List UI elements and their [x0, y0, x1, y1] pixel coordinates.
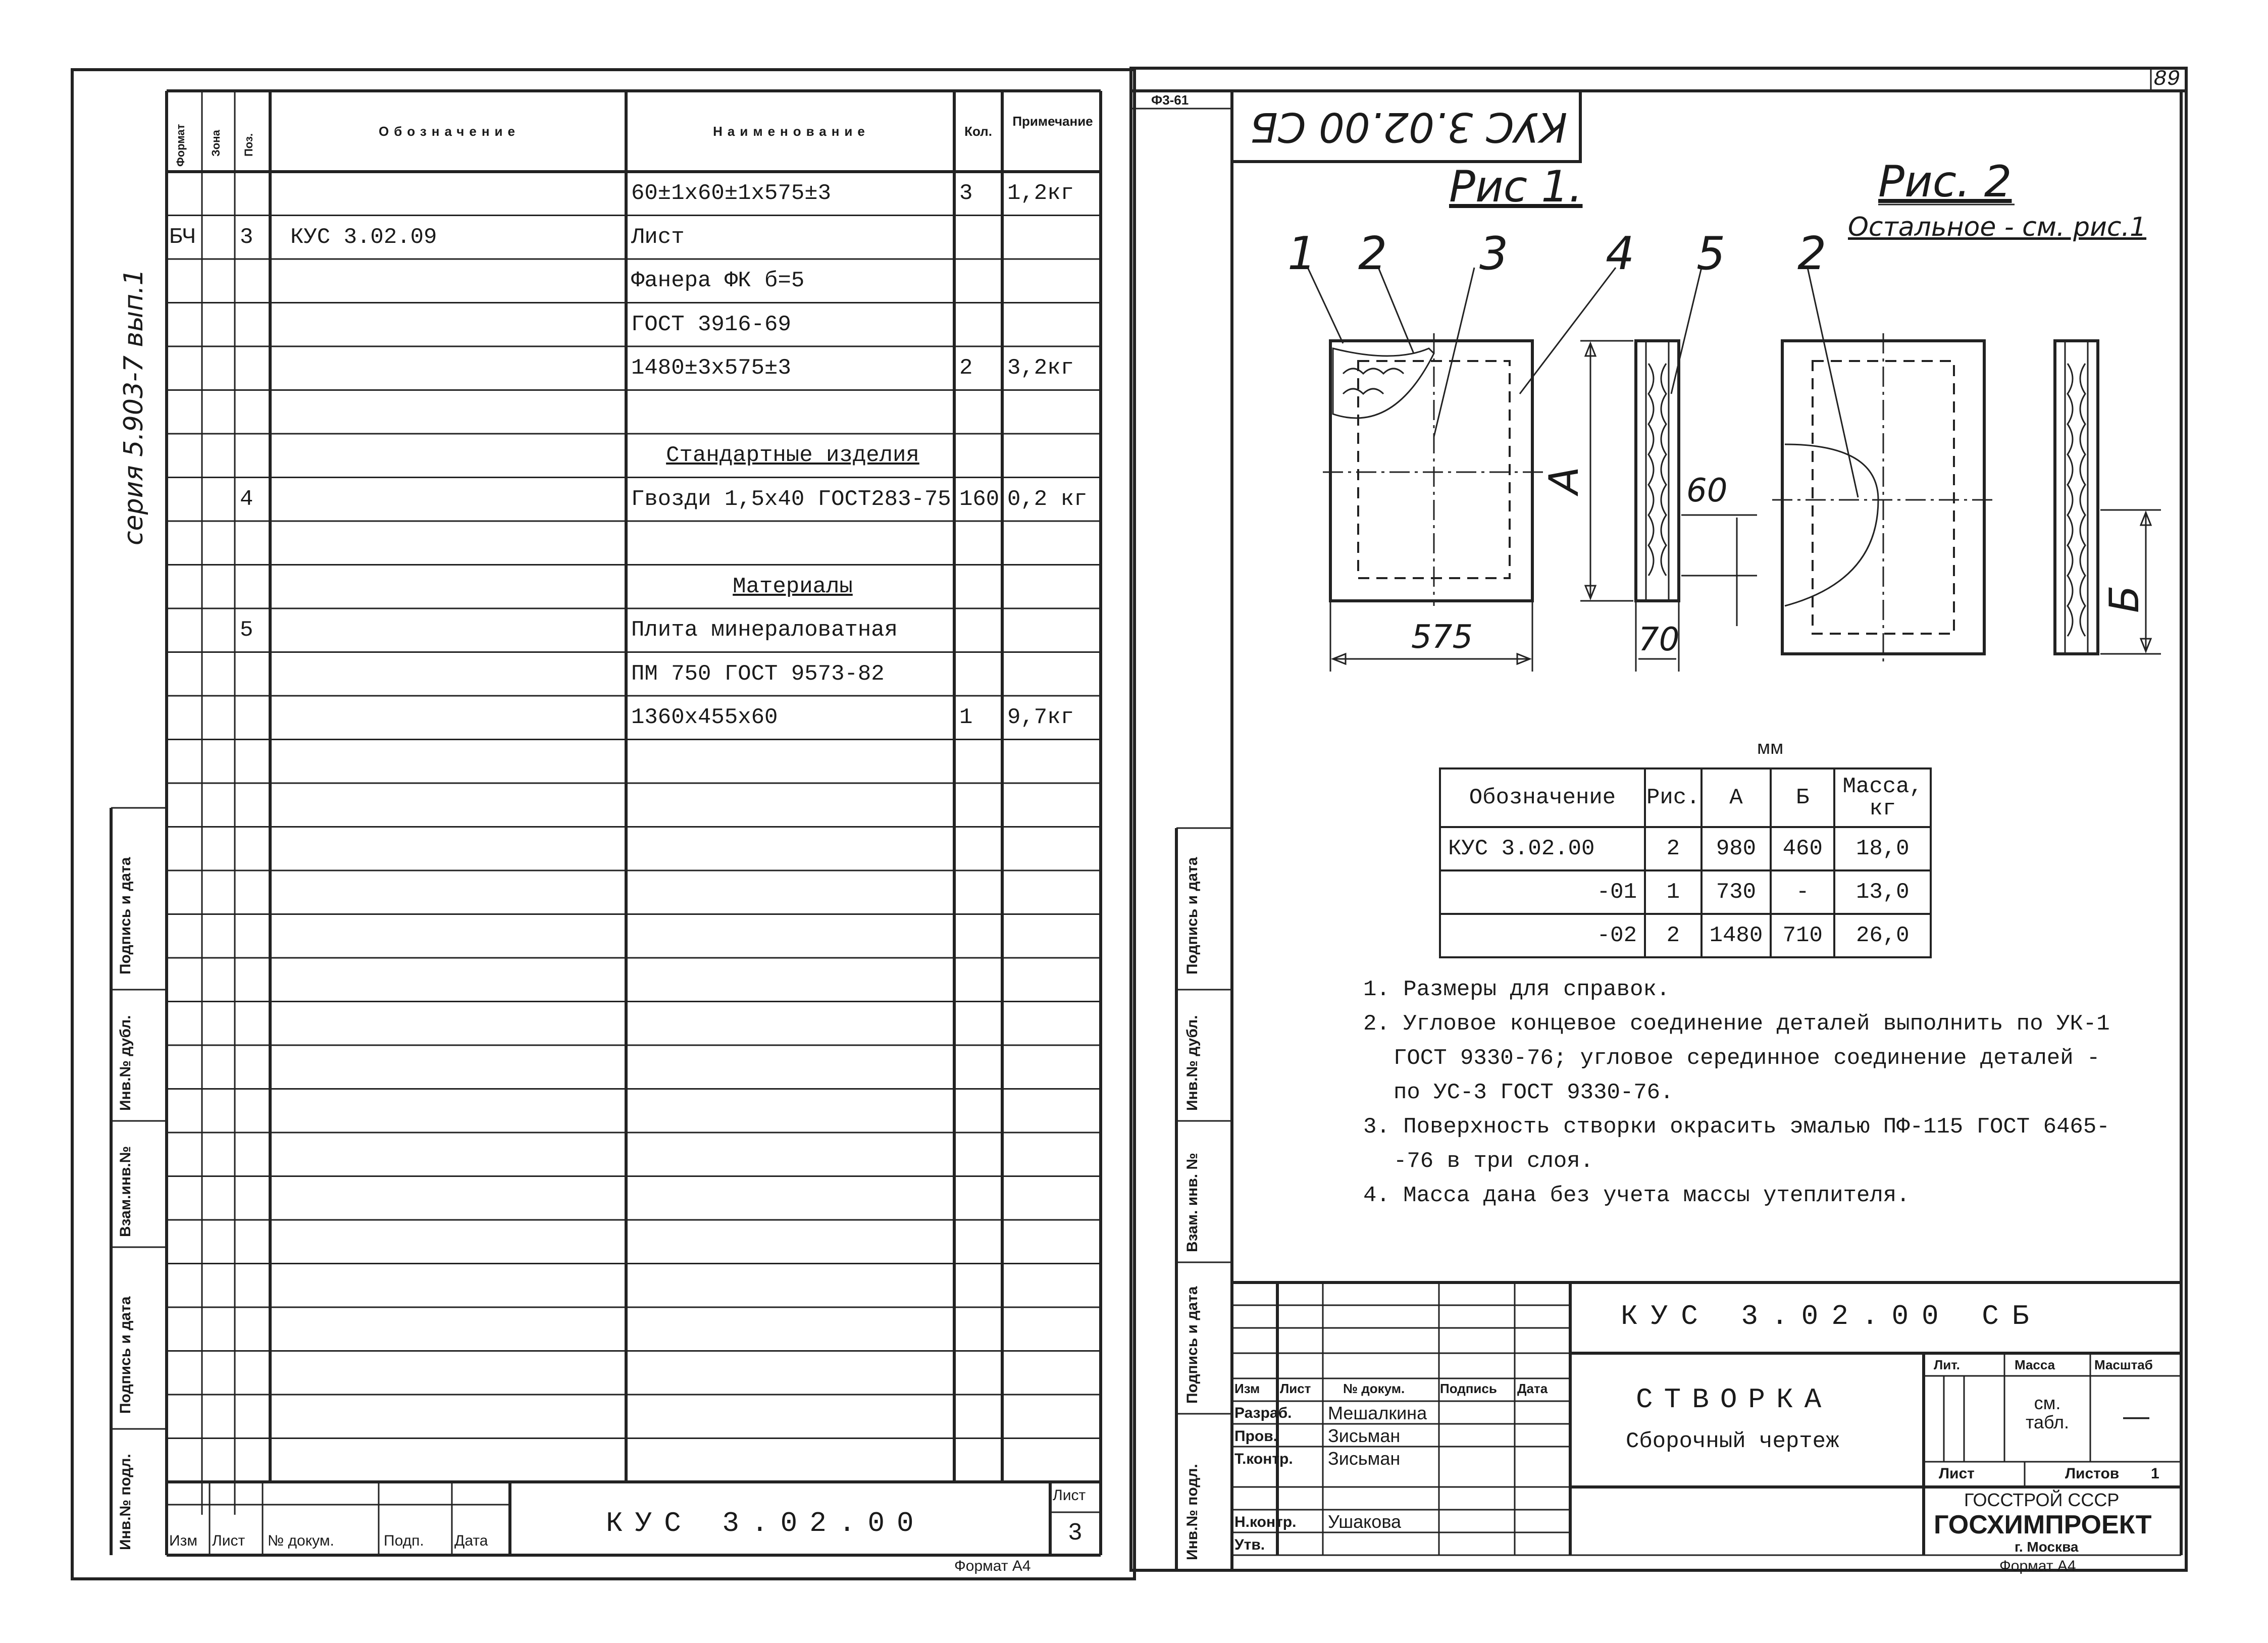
size-table-cell: 710	[1771, 914, 1834, 957]
size-table-cell: 2	[1645, 914, 1702, 957]
tb-name-1: Зисьман	[1328, 1425, 1401, 1446]
tb-scale-val: —	[2123, 1402, 2149, 1431]
size-table-cell: 460	[1771, 827, 1834, 870]
fig2-callout-2: 2	[1797, 227, 1827, 280]
spec-cell-name: 1480±3х575±3	[631, 355, 791, 381]
callout-5: 5	[1696, 227, 1726, 280]
tb-city: г. Москва	[2015, 1539, 2079, 1555]
fig1-front-view	[1308, 268, 1702, 672]
spec-cell-qty: 2	[959, 355, 973, 381]
tb-sheet: Лист	[1939, 1465, 1975, 1482]
left-footer-sign: Подп.	[384, 1532, 424, 1549]
col-header-qty: Кол.	[964, 124, 992, 139]
right-side-label-sign2: Подпись и дата	[1184, 1286, 1201, 1404]
dim-depth: 70	[1638, 621, 1680, 658]
spec-cell-qty: 160	[959, 486, 1000, 512]
tb-name-0: Мешалкина	[1328, 1403, 1427, 1423]
tb-sheets-val: 1	[2151, 1465, 2159, 1482]
size-table-cell: 980	[1702, 827, 1771, 870]
spec-section-heading: Материалы	[733, 574, 853, 599]
fig1-title: Рис 1.	[1449, 162, 1583, 212]
spec-cell-name: Гвозди 1,5х40 ГОСТ283-75	[631, 486, 951, 512]
col-header-pos: Поз.	[242, 133, 255, 157]
note-line: -76 в три слоя.	[1394, 1149, 1594, 1174]
spec-cell-pos: 5	[240, 618, 253, 643]
left-side-label-dup: Инв.№ дубл.	[117, 1015, 134, 1111]
spec-cell-name: Лист	[631, 224, 685, 250]
spec-cell-name: 1360х455х60	[631, 705, 778, 730]
note-line: 1. Размеры для справок.	[1363, 977, 1670, 1002]
spec-cell-name: Плита минераловатная	[631, 618, 898, 643]
spec-cell-note: 1,2кг	[1007, 181, 1074, 206]
col-header-zone: Зона	[210, 130, 222, 157]
size-th-fig: Рис.	[1645, 768, 1702, 827]
spec-cell-name: 60±1х60±1х575±3	[631, 181, 832, 206]
size-table-row	[1440, 914, 1931, 957]
tb-role-2: Т.контр.	[1234, 1451, 1293, 1467]
title-block-subtitle: Сборочный чертеж	[1626, 1429, 1839, 1454]
tb-org2: ГОСХИМПРОЕКТ	[1934, 1510, 2152, 1539]
size-table-cell: 730	[1702, 870, 1771, 914]
tb-col-izm: Изм	[1234, 1381, 1260, 1396]
spec-cell-pos: 3	[240, 224, 253, 250]
size-table-row	[1440, 827, 1931, 870]
spec-cell-name: ГОСТ 3916-69	[631, 312, 791, 337]
tb-role-4: Утв.	[1234, 1536, 1265, 1553]
spec-cell-name: ПМ 750 ГОСТ 9573-82	[631, 661, 885, 687]
tb-col-sign: Подпись	[1440, 1381, 1497, 1396]
right-side-label-repl: Взам. инв. №	[1184, 1153, 1201, 1252]
size-table-cell: -	[1771, 870, 1834, 914]
note-line: 3. Поверхность створки окрасить эмалью ПФ-115 ГОСТ 6465-	[1363, 1114, 2110, 1140]
tb-sheets: Листов	[2065, 1465, 2120, 1482]
spec-section-heading: Стандартные изделия	[666, 443, 919, 468]
left-side-label-sign1: Подпись и дата	[117, 857, 134, 974]
spec-cell-note: 0,2 кг	[1007, 486, 1088, 512]
spec-cell-format: БЧ	[169, 224, 196, 250]
left-footer-sheet-label: Лист	[1053, 1487, 1086, 1504]
size-th-a: А	[1702, 768, 1771, 827]
tb-mass: Масса	[2015, 1357, 2055, 1372]
left-footer-sheet-no: 3	[1068, 1520, 1083, 1547]
left-footer-format: Формат А4	[954, 1558, 1031, 1574]
col-header-name: Наименование	[713, 124, 870, 139]
size-th-b: Б	[1771, 768, 1834, 827]
series-note: серия 5.903-7 вып.1	[119, 269, 149, 545]
right-side-label-sign1: Подпись и дата	[1184, 857, 1201, 974]
fig2-front-view	[1772, 268, 1994, 661]
tb-role-1: Пров.	[1234, 1428, 1277, 1445]
fig2-title: Рис. 2	[1878, 157, 2012, 207]
mirrored-code: КУС 3.02.00 СБ	[1250, 104, 1568, 150]
left-footer-doc: № докум.	[268, 1532, 334, 1549]
size-th-mass: Масса, кг	[1834, 768, 1931, 827]
tb-name-3: Ушакова	[1328, 1511, 1402, 1532]
title-block-code: КУС 3.02.00 СБ	[1621, 1300, 2042, 1332]
spec-cell-designation: КУС 3.02.09	[290, 224, 437, 250]
spec-cell-qty: 1	[959, 705, 973, 730]
page-number: 89	[2153, 67, 2180, 92]
tb-name-2: Зисьман	[1328, 1448, 1401, 1469]
note-line: 2. Угловое концевое соединение деталей выполнить по УК-1	[1363, 1011, 2110, 1037]
left-footer-code: КУС 3.02.00	[606, 1507, 926, 1539]
callout-4: 4	[1606, 227, 1635, 280]
size-table-unit: мм	[1757, 737, 1784, 758]
callout-1: 1	[1287, 227, 1317, 280]
note-line: ГОСТ 9330-76; угловое серединное соединение деталей -	[1394, 1046, 2100, 1071]
tb-role-3: Н.контр.	[1234, 1514, 1297, 1530]
left-footer-izm: Изм	[169, 1532, 197, 1549]
callout-3: 3	[1479, 227, 1509, 280]
left-footer-list: Лист	[212, 1532, 245, 1549]
size-table-cell: 26,0	[1834, 914, 1931, 957]
corner-code: Ф3-61	[1151, 92, 1189, 108]
dim-b: Б	[2100, 585, 2148, 613]
tb-scale: Масштаб	[2094, 1357, 2153, 1372]
size-table-cell: -02	[1440, 914, 1645, 957]
spec-cell-note: 9,7кг	[1007, 705, 1074, 730]
size-table-row	[1440, 870, 1931, 914]
fig2-subtitle: Остальное - см. рис.1	[1848, 212, 2147, 242]
tb-lit: Лит.	[1934, 1357, 1960, 1372]
callout-2: 2	[1358, 227, 1387, 280]
spec-cell-pos: 4	[240, 486, 253, 512]
dim-a: А	[1540, 467, 1587, 494]
left-footer-date: Дата	[454, 1532, 488, 1549]
left-row-lines	[167, 216, 1101, 1439]
right-side-label-orig: Инв.№ подл.	[1184, 1464, 1201, 1560]
size-table-cell: КУС 3.02.00	[1440, 827, 1645, 870]
size-table-cell: 1	[1645, 870, 1702, 914]
tb-col-date: Дата	[1517, 1381, 1548, 1396]
col-header-note: Примечание	[1012, 114, 1093, 129]
note-line: по УС-3 ГОСТ 9330-76.	[1394, 1080, 1674, 1105]
col-header-designation: Обозначение	[379, 124, 520, 139]
tb-col-list: Лист	[1280, 1381, 1311, 1396]
tb-role-0: Разраб.	[1234, 1405, 1292, 1421]
tb-org1: ГОССТРОЙ СССР	[1964, 1490, 2120, 1510]
col-header-format: Формат	[174, 124, 187, 167]
size-table-cell: -01	[1440, 870, 1645, 914]
title-block-title: СТВОРКА	[1636, 1383, 1833, 1416]
size-table-cell: 18,0	[1834, 827, 1931, 870]
left-side-label-sign2: Подпись и дата	[117, 1296, 134, 1414]
dim-insulation: 60	[1686, 472, 1728, 509]
tb-col-doc: № докум.	[1343, 1381, 1405, 1396]
right-side-label-dup: Инв.№ дубл.	[1184, 1015, 1201, 1111]
size-table-cell: 13,0	[1834, 870, 1931, 914]
spec-cell-note: 3,2кг	[1007, 355, 1074, 381]
spec-cell-name: Фанера ФК б=5	[631, 268, 805, 293]
dim-width: 575	[1411, 619, 1473, 656]
left-spec-grid	[167, 91, 1101, 1555]
note-line: 4. Масса дана без учета массы утеплителя.	[1363, 1183, 1910, 1208]
left-side-label-repl: Взам.инв.№	[117, 1146, 134, 1237]
left-side-label-orig: Инв.№ подл.	[117, 1454, 134, 1550]
size-th-designation: Обозначение	[1440, 768, 1645, 827]
size-table-cell: 1480	[1702, 914, 1771, 957]
size-table	[1439, 767, 1932, 958]
spec-cell-qty: 3	[959, 181, 973, 206]
size-table-cell: 2	[1645, 827, 1702, 870]
tb-format: Формат А4	[1999, 1558, 2076, 1574]
tb-mass-val: см. табл.	[2025, 1393, 2070, 1432]
